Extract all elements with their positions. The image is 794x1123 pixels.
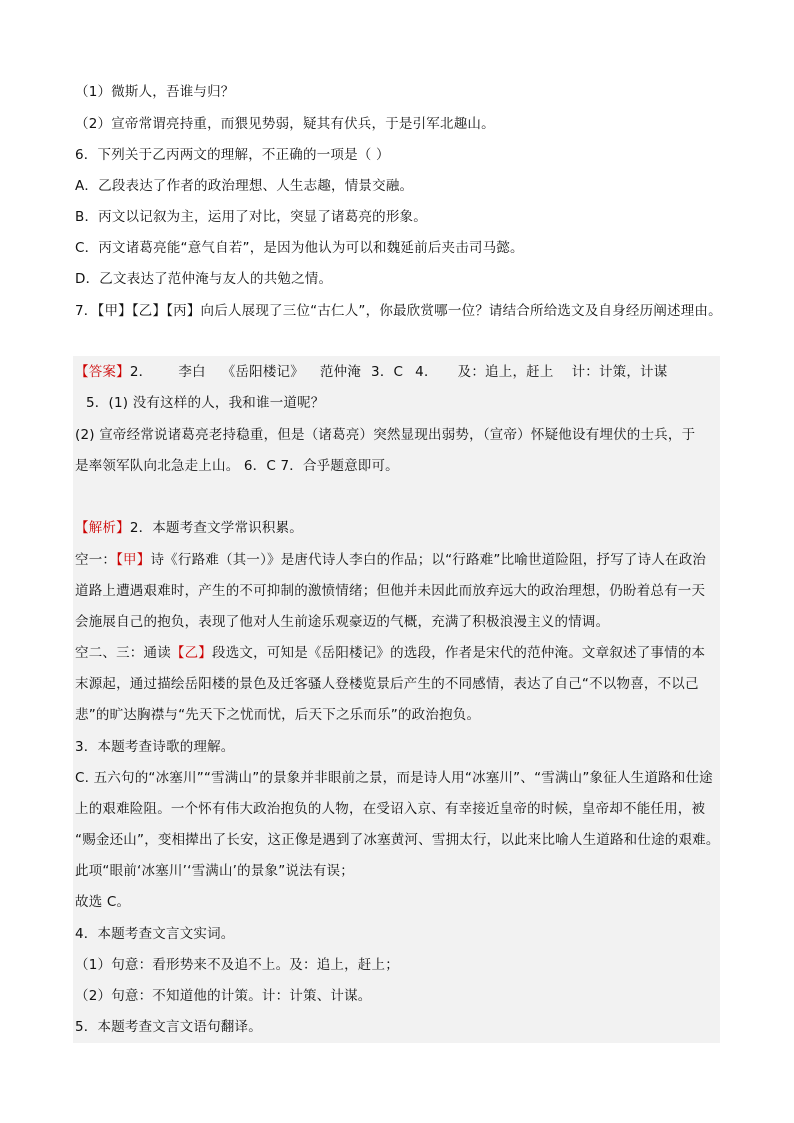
answer-line-4: 是率领军队向北急走上山。 6．C 7．合乎题意即可。 [75,458,399,474]
analysis-line-17: 5．本题考查文言文语句翻译。 [75,1019,262,1035]
analysis-line-15: （1）句意：看形势来不及追不上。及：追上，赶上； [75,957,399,973]
analysis-line-6: 末源起，通过描绘岳阳楼的景色及迁客骚人登楼览景后产生的不同感情，表达了自己“不以物喜，不以己 [75,676,699,692]
question-6-option-b: B．丙文以记叙为主，运用了对比，突显了诸葛亮的形象。 [75,209,427,225]
answer-line-2: 5．(1) 没有这样的人，我和谁一道呢？ [86,395,325,411]
analysis-blank-2-text: 段选文，可知是《岳阳楼记》的选段，作者是宋代的范仲淹。文章叙述了事情的本 [212,645,706,661]
answer-q4-jishu: 计：计策，计谋 [571,364,668,380]
answer-line-1 [75,362,667,382]
analysis-jia-tag: 【甲】 [116,552,151,568]
question-6-option-c: C．丙文诸葛亮能“意气自若”，是因为他认为可以和魏延前后夹击司马懿。 [75,240,524,256]
analysis-line-1 [75,518,303,538]
analysis-line-12: 此项“眼前‘冰塞川’‘雪满山’的景象”说法有误； [75,863,354,879]
analysis-line-7: 悲”的旷达胸襟与“先天下之忧而忧，后天下之乐而乐”的政治抱负。 [75,707,481,723]
answer-q4-number: 4． [415,364,438,380]
analysis-blank-2-label: 空二、三：通读 [75,645,171,661]
answer-q2-work: 《岳阳楼记》 [221,364,304,380]
answer-tag: 【答案】 [75,364,130,380]
answer-q4-ji: 及：追上，赶上 [457,364,554,380]
answer-line-3: (2) 宣帝经常说诸葛亮老持稳重，但是（诸葛亮）突然显现出弱势，（宣帝）怀疑他设有埋伏的士兵，于 [75,427,696,443]
analysis-line-9: C. 五六句的“冰塞川”“雪满山”的景象并非眼前之景，而是诗人用“冰塞川”、“雪满山”象征人生道路和仕途 [75,770,713,786]
answer-q2-number: 2． [129,364,153,380]
analysis-tag: 【解析】 [75,520,130,536]
analysis-line-13: 故选 C。 [75,894,131,910]
analysis-line-3: 道路上遭遇艰难时，产生的不可抑制的激愤情绪；但他并未因此而放弃远大的政治理想，仍盼着总有一天 [75,583,706,599]
answer-q2-author: 范仲淹 [319,364,362,380]
question-5-part-2: （2）宣帝常谓亮持重，而猥见势弱，疑其有伏兵，于是引军北趣山。 [75,116,495,132]
analysis-line-4: 会施展自己的抱负，表现了他对人生前途乐观豪迈的气概，充满了积极浪漫主义的情调。 [75,614,610,630]
analysis-q2-heading: 2．本题考查文学常识积累。 [129,520,304,536]
answer-q2-poet: 李白 [178,364,206,380]
question-7: 7．【甲】【乙】【丙】向后人展现了三位“古仁人”，你最欣赏哪一位？请结合所给选文及自身经历阐述理由。 [75,303,722,319]
question-6-option-a: A．乙段表达了作者的政治理想、人生志趣，情景交融。 [75,178,414,194]
analysis-line-8: 3．本题考查诗歌的理解。 [75,739,235,755]
analysis-line-2 [75,550,706,570]
answer-q3: 3．C [371,364,404,380]
analysis-blank-1-label: 空一： [75,552,117,568]
analysis-yi-tag: 【乙】 [170,645,213,661]
question-6-option-d: D．乙文表达了范仲淹与友人的共勉之情。 [75,271,333,287]
analysis-line-14: 4．本题考查文言文实词。 [75,926,235,942]
question-5-part-1: （1）微斯人，吾谁与归？ [75,84,235,100]
analysis-line-5 [75,643,705,663]
analysis-line-11: “赐金还山”，变相撵出了长安，这正像是遇到了冰塞黄河、雪拥太行，以此来比喻人生道路和仕途的艰难。 [75,832,720,848]
analysis-blank-1-text: 诗《行路难（其一）》是唐代诗人李白的作品；以“行路难”比喻世道险阻，抒写了诗人在政治 [150,552,707,568]
question-6-stem: 6．下列关于乙丙两文的理解，不正确的一项是（ ） [75,147,390,163]
analysis-line-10: 上的艰难险阻。一个怀有伟大政治抱负的人物，在受诏入京、有幸接近皇帝的时候，皇帝却不能任用，被 [75,801,706,817]
analysis-line-16: （2）句意：不知道他的计策。计：计策、计谋。 [75,988,372,1004]
